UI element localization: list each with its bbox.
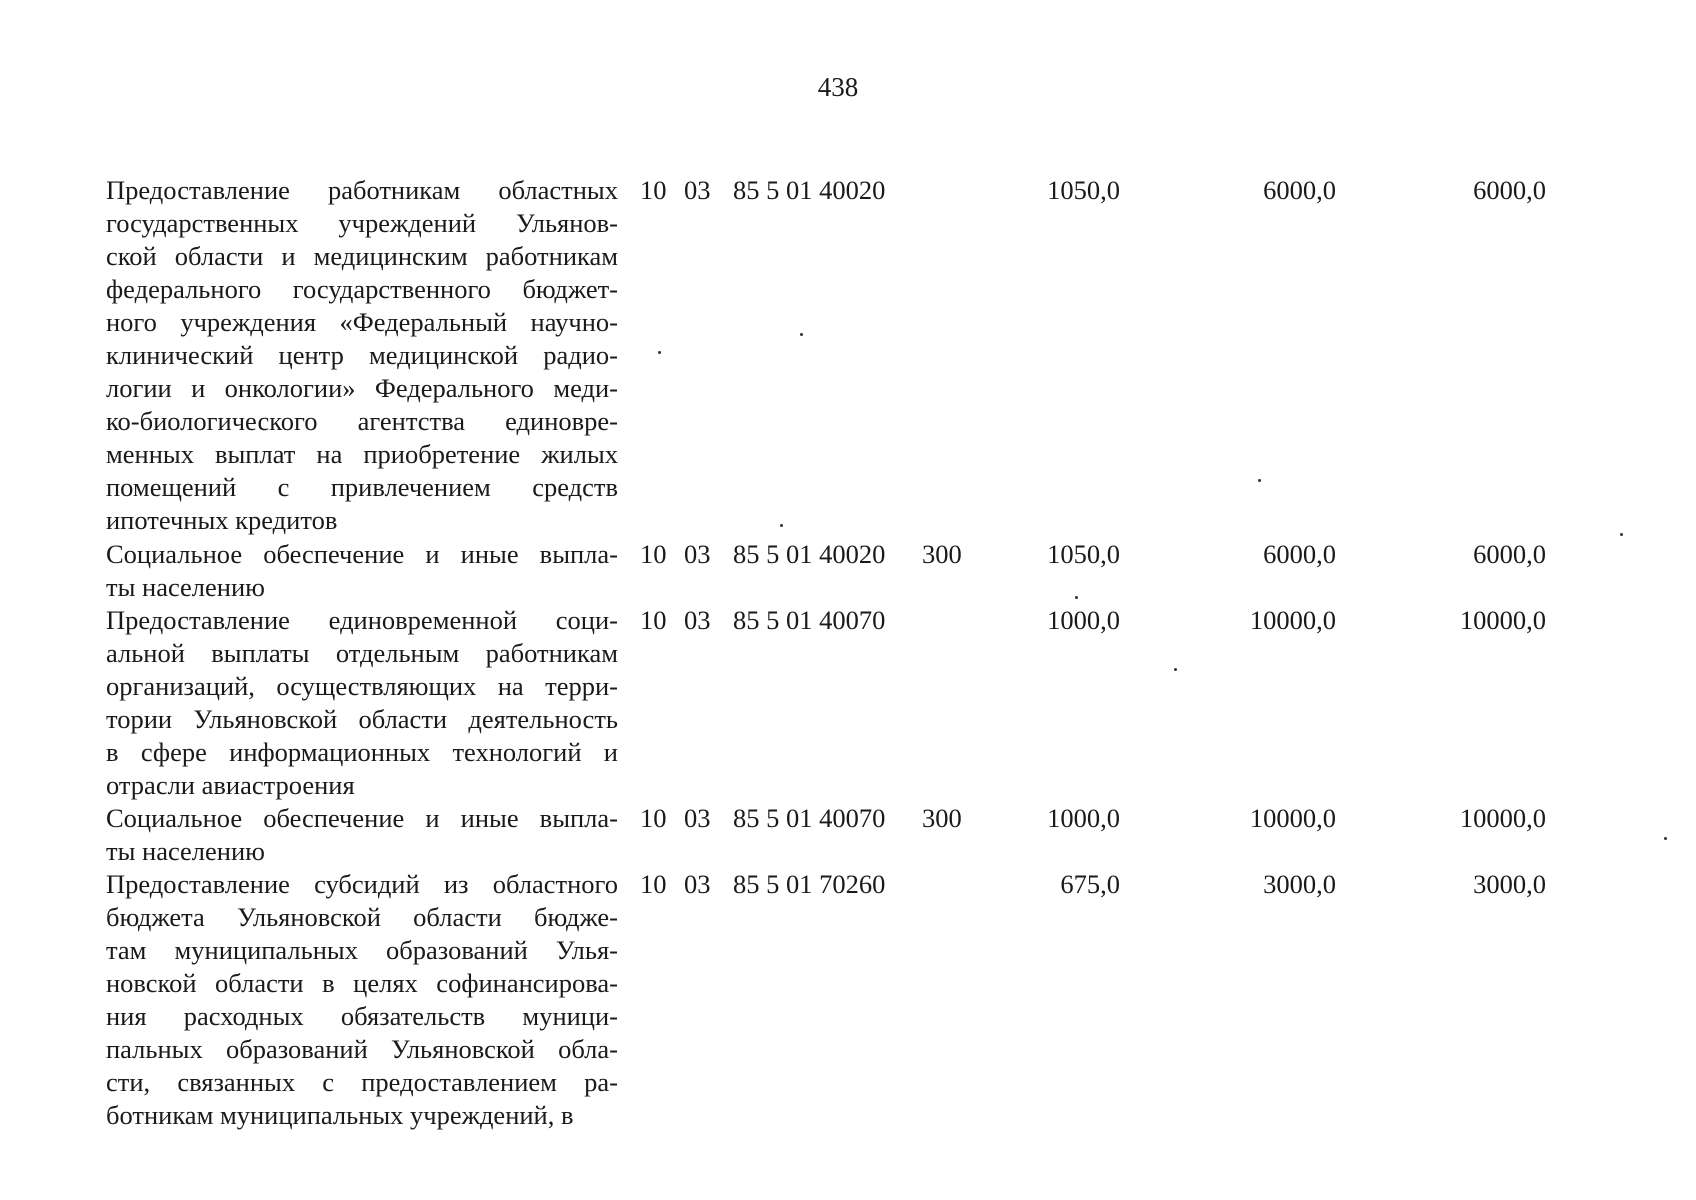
description-line: ботникам муниципальных учреждений, в [106,1100,574,1130]
amount-year-1: 675,0 [1060,869,1120,899]
description-line: бюджета Ульяновской области бюдже- [106,902,618,932]
description-line: государственных учреждений Ульянов- [106,208,618,238]
description-line: пальных образований Ульяновской обла- [106,1034,618,1064]
description-line: организаций, осуществляющих на терри- [106,671,618,701]
target-article-code: 85 5 01 40020 [733,539,886,569]
description-line: ты населению [106,836,265,866]
section-code: 10 [640,175,667,205]
description-line: в сфере информационных технологий и [106,737,618,767]
scan-speck [1075,596,1078,599]
description-line: менных выплат на приобретение жилых [106,439,618,469]
subsection-code: 03 [684,803,711,833]
scan-speck [1664,837,1667,840]
amount-year-3: 10000,0 [1459,803,1546,833]
description-line: сти, связанных с предоставлением ра- [106,1067,618,1097]
scan-speck [800,333,803,336]
description-line: альной выплаты отдельным работникам [106,638,618,668]
amount-year-3: 6000,0 [1473,539,1546,569]
amount-year-2: 10000,0 [1249,803,1336,833]
description-line: Предоставление субсидий из областного [106,869,618,899]
description-line: ты населению [106,572,265,602]
subsection-code: 03 [684,605,711,635]
description-line: клинический центр медицинской радио- [106,340,618,370]
description-line: отрасли авиастроения [106,770,355,800]
amount-year-2: 6000,0 [1263,539,1336,569]
description-line: новской области в целях софинансирова- [106,968,618,998]
expense-type-code: 300 [922,539,962,569]
section-code: 10 [640,605,667,635]
amount-year-1: 1050,0 [1047,175,1120,205]
description-line: ской области и медицинским работникам [106,241,618,271]
scan-speck [1174,668,1177,671]
amount-year-2: 3000,0 [1263,869,1336,899]
description-line: ипотечных кредитов [106,505,338,535]
description-line: Социальное обеспечение и иные выпла- [106,803,618,833]
description-line: ния расходных обязательств муници- [106,1001,618,1031]
subsection-code: 03 [684,869,711,899]
row-description [106,868,618,1132]
description-line: Социальное обеспечение и иные выпла- [106,539,618,569]
amount-year-1: 1050,0 [1047,539,1120,569]
description-line: ко-биологического агентства единовре- [106,406,618,436]
expense-type-code: 300 [922,803,962,833]
amount-year-2: 6000,0 [1263,175,1336,205]
subsection-code: 03 [684,175,711,205]
scan-speck [1620,533,1623,536]
amount-year-1: 1000,0 [1047,605,1120,635]
amount-year-2: 10000,0 [1249,605,1336,635]
scan-speck [1258,479,1261,482]
subsection-code: 03 [684,539,711,569]
target-article-code: 85 5 01 70260 [733,869,886,899]
description-line: там муниципальных образований Улья- [106,935,618,965]
section-code: 10 [640,539,667,569]
target-article-code: 85 5 01 40070 [733,605,886,635]
description-line: тории Ульяновской области деятельность [106,704,618,734]
amount-year-1: 1000,0 [1047,803,1120,833]
amount-year-3: 6000,0 [1473,175,1546,205]
row-description [106,174,618,537]
description-line: Предоставление единовременной соци- [106,605,618,635]
section-code: 10 [640,803,667,833]
amount-year-3: 10000,0 [1459,605,1546,635]
description-line: логии и онкологии» Федерального меди- [106,373,618,403]
scan-speck [780,524,783,527]
description-line: Предоставление работникам областных [106,175,618,205]
row-description [106,802,618,868]
description-line: ного учреждения «Федеральный научно- [106,307,618,337]
page-number: 438 [817,72,859,102]
row-description [106,538,618,604]
row-description [106,604,618,802]
description-line: федерального государственного бюджет- [106,274,618,304]
amount-year-3: 3000,0 [1473,869,1546,899]
target-article-code: 85 5 01 40020 [733,175,886,205]
target-article-code: 85 5 01 40070 [733,803,886,833]
scan-speck [658,351,661,354]
description-line: помещений с привлечением средств [106,472,618,502]
section-code: 10 [640,869,667,899]
